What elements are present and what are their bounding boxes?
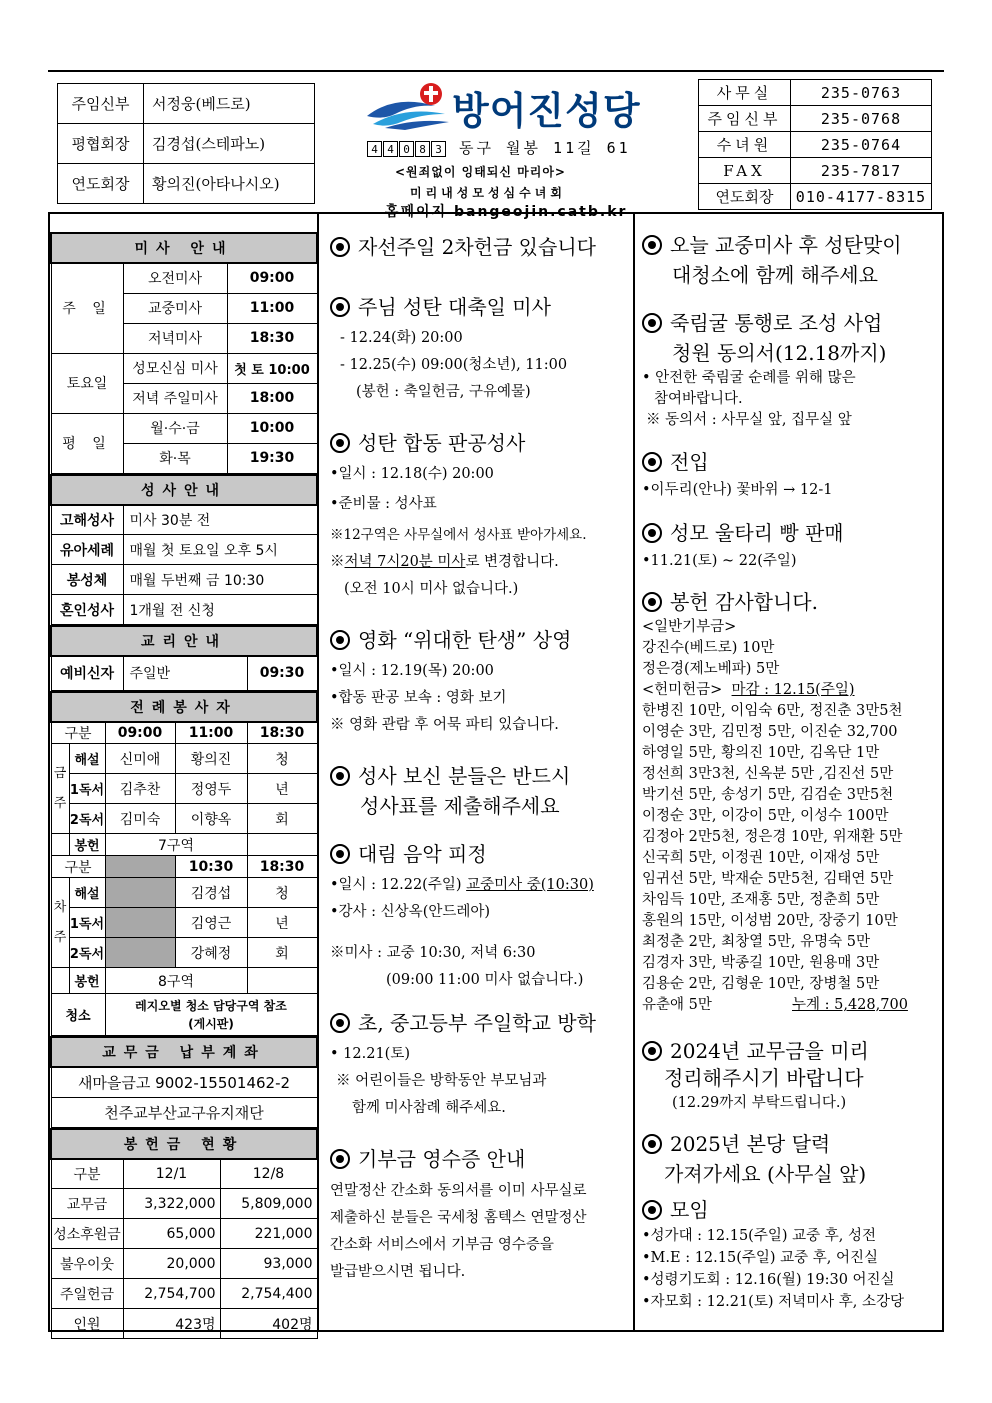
staff-role: 평협회장 [58, 124, 144, 164]
server-role: 해설 [69, 878, 105, 908]
youth-text: 청 [247, 744, 317, 774]
mass-time: 19:30 [227, 443, 317, 473]
contact-number: 235-0764 [791, 132, 932, 158]
mass-name: 화·목 [123, 443, 227, 473]
donor-line: 임귀선 5만, 박재순 5만5천, 김태연 5만 [642, 871, 894, 887]
notice-heading [330, 232, 630, 262]
sacrament-name: 봉성체 [51, 565, 123, 595]
motto-sisters: 미리내성모성심수녀회 [410, 186, 566, 200]
cleaning-line: (게시판) [188, 1016, 234, 1031]
notice-line: • 12.21(토) [330, 1046, 410, 1062]
staff-name: 황의진(아타나시오) [144, 164, 315, 204]
mass-name: 월·수·금 [123, 413, 227, 443]
contact-number: 235-7817 [791, 158, 932, 184]
notice-title: 초, 중고등부 주일학교 방학 [358, 1011, 596, 1035]
doctrine-name: 예비신자 [51, 656, 123, 690]
notice-title: 대림 음악 피정 [358, 842, 487, 866]
notice-line: ※ 어린이들은 방학동안 부모님과 [336, 1073, 547, 1089]
servers-heading: 전례봉사자 [51, 692, 317, 722]
notice-heading [642, 447, 942, 477]
notice-heading [642, 1129, 942, 1159]
notice-title: 성탄 합동 판공성사 [358, 431, 526, 455]
notice-line: •준비물 : 성사표 [330, 496, 437, 512]
bullet-icon [642, 1041, 662, 1061]
week-label: 차주 [51, 878, 69, 968]
notice-heading [330, 625, 630, 655]
bullet-icon [330, 1013, 350, 1033]
notice-heading [642, 518, 942, 548]
donor-last: 유춘애 5만 [642, 997, 712, 1013]
account-heading: 교무금 납부계좌 [51, 1037, 317, 1067]
bullet-icon [642, 1200, 662, 1220]
donor-line: 이정순 3만, 이강이 5만, 이성수 100만 [642, 808, 889, 824]
notice-title: 성사 보신 분들은 반드시 [358, 764, 571, 788]
mass-time: 18:00 [227, 383, 317, 413]
notice-heading [330, 1144, 630, 1174]
homepage: 홈페이지 bangeojin.catb.kr [385, 204, 628, 220]
youth-text: 년 [247, 774, 317, 804]
notice-line [330, 549, 630, 576]
youth-text: 년 [247, 908, 317, 938]
bullet-icon [330, 630, 350, 650]
contact-label: 연도회장 [699, 184, 791, 210]
offering-heading: 봉헌금 현황 [51, 1129, 317, 1159]
donor-line: 최정춘 2만, 최창열 5만, 유명숙 5만 [642, 934, 871, 950]
notice-title: 2024년 교무금을 미리 [670, 1039, 869, 1063]
staff-name: 김경섭(스테파노) [144, 124, 315, 164]
donor-line: 김경자 3만, 박종길 10만, 원용매 3만 [642, 955, 880, 971]
offering-value: 65,000 [123, 1219, 220, 1249]
middle-column [330, 232, 630, 1286]
notice-line: •11.21(토) ~ 22(주일) [642, 553, 797, 569]
server-name: 김영근 [175, 908, 247, 938]
contact-number: 235-0768 [791, 106, 932, 132]
left-column [50, 232, 318, 1339]
offering-value: 402명 [220, 1309, 317, 1339]
donor-line: 신국희 5만, 이정권 10만, 이재성 5만 [642, 850, 880, 866]
mass-name: 오전미사 [123, 263, 227, 293]
sacrament-name: 유아세례 [51, 535, 123, 565]
sacrament-info: 1개월 전 신청 [123, 595, 317, 625]
donor-line: 박기선 5만, 송성기 5만, 김검순 3만5천 [642, 787, 894, 803]
staff-role: 주임신부 [58, 84, 144, 124]
offering-value: 221,000 [220, 1219, 317, 1249]
sacrament-table [50, 474, 318, 626]
bullet-icon [330, 433, 350, 453]
notice-title: 주님 성탄 대축일 미사 [358, 295, 551, 319]
top-rule [48, 70, 944, 72]
account-table [50, 1036, 318, 1128]
notice-line: (오전 10시 미사 없습니다.) [344, 581, 519, 597]
contact-label: 사무실 [699, 80, 791, 106]
notice-line: •합동 판공 보속 : 영화 보기 [330, 690, 507, 706]
notice-title: 기부금 영수증 안내 [358, 1147, 526, 1171]
bullet-icon [642, 523, 662, 543]
zip-digit: 8 [415, 141, 430, 157]
notice-title: 2025년 본당 달력 [670, 1132, 831, 1156]
mass-time: 09:00 [227, 263, 317, 293]
notice-heading [330, 1008, 630, 1038]
notice-title: 성사표를 제출해주세요 [360, 794, 560, 818]
server-role: 2독서 [69, 804, 105, 834]
mass-name: 성모신심 미사 [123, 353, 227, 383]
meeting-line: •M.E : 12.15(주일) 교중 후, 어진실 [642, 1250, 879, 1266]
server-role: 봉헌 [69, 968, 105, 994]
account-holder: 천주교부산교구유지재단 [51, 1097, 317, 1127]
offering-type: 불우이웃 [51, 1249, 123, 1279]
doctrine-heading: 교리안내 [51, 626, 317, 656]
zip-digit: 3 [431, 141, 446, 157]
notice-text: •일시 : 12.22(주일) [330, 877, 467, 893]
notice-text: 로 변경합니다. [465, 554, 559, 570]
offering-type: 교무금 [51, 1189, 123, 1219]
cleaning-info [105, 994, 317, 1036]
server-role: 2독서 [69, 938, 105, 968]
notice-line: 참여바랍니다. [654, 391, 743, 407]
donation-sub: <헌미헌금> [642, 682, 723, 698]
servers-col: 18:30 [247, 722, 317, 744]
motto: <원죄없이 잉태되신 마리아> [395, 165, 566, 179]
staff-table [57, 83, 315, 204]
zip-digit: 4 [367, 141, 382, 157]
offering-col: 12/1 [123, 1159, 220, 1189]
youth-text: 회 [247, 804, 317, 834]
notice-line: ※12구역은 사무실에서 성사표 받아가세요. [330, 527, 587, 543]
donor: 강진수(베드로) 10만 [642, 640, 775, 656]
servers-col: 09:00 [105, 722, 175, 744]
notice-title: 봉헌 감사합니다. [670, 590, 818, 614]
bullet-icon [642, 235, 662, 255]
contact-label: FAX [699, 158, 791, 184]
notice-line: ※ 동의서 : 사무실 앞, 집무실 앞 [646, 412, 852, 428]
donor-line: 한병진 10만, 이임숙 6만, 정진춘 3만5천 [642, 703, 903, 719]
server-name: 강혜정 [175, 938, 247, 968]
servers-col: 11:00 [175, 722, 247, 744]
bulletin-body [48, 212, 944, 1332]
notice-line: 발급받으시면 됩니다. [330, 1264, 466, 1280]
notice-heading [642, 1195, 942, 1225]
bullet-icon [642, 452, 662, 472]
mass-time: 18:30 [227, 323, 317, 353]
donation-total: 누계 : 5,428,700 [792, 997, 908, 1013]
server-name: 김추찬 [105, 774, 175, 804]
contact-number: 235-0763 [791, 80, 932, 106]
column-divider [633, 214, 635, 1330]
notice-title: 오늘 교중미사 후 성탄맞이 [670, 233, 902, 257]
address [367, 137, 631, 158]
notice-heading [642, 308, 942, 338]
mass-name: 저녁 주일미사 [123, 383, 227, 413]
offer-zone: 7구역 [105, 834, 247, 856]
parish-title: 방어진성당 [452, 89, 641, 133]
cleaning-line: 레지오별 청소 담당구역 참조 [135, 998, 287, 1013]
weekday-label: 평 일 [51, 413, 123, 473]
server-name: 정영두 [175, 774, 247, 804]
notice-line: 제출하신 분들은 국세청 홈텍스 연말정산 [330, 1210, 587, 1226]
offering-col: 구분 [51, 1159, 123, 1189]
youth-text: 회 [247, 938, 317, 968]
donation-deadline: 마감 : 12.15(주일) [731, 682, 855, 698]
sacrament-info: 매월 두번째 금 10:30 [123, 565, 317, 595]
sacrament-info: 매월 첫 토요일 오후 5시 [123, 535, 317, 565]
server-role: 1독서 [69, 908, 105, 938]
zip-digit: 4 [383, 141, 398, 157]
doctrine-table [50, 625, 318, 691]
doctrine-class: 주일반 [123, 656, 247, 690]
notice-line [330, 872, 630, 899]
sacrament-name: 혼인성사 [51, 595, 123, 625]
notice-line: 함께 미사참례 해주세요. [352, 1100, 506, 1116]
offering-value: 2,754,400 [220, 1279, 317, 1309]
notice-heading [330, 761, 630, 791]
servers-col: 구분 [51, 856, 105, 878]
notice-line: (봉헌 : 축일헌금, 구유예물) [356, 384, 531, 400]
youth-text: 청 [247, 878, 317, 908]
servers-table [50, 691, 318, 1037]
notice-line: - 12.24(화) 20:00 [340, 330, 463, 346]
notice-underline: 교중미사 중(10:30) [466, 877, 594, 893]
mass-name: 교중미사 [123, 293, 227, 323]
servers-col: 18:30 [247, 856, 317, 878]
contact-table [698, 79, 932, 210]
notice-heading [330, 839, 630, 869]
notice-line: •이두리(안나) 꽃바위 → 12-1 [642, 482, 833, 498]
doctrine-time: 09:30 [247, 656, 317, 690]
staff-name: 서정웅(베드로) [144, 84, 315, 124]
offering-value: 20,000 [123, 1249, 220, 1279]
sacrament-name: 고해성사 [51, 505, 123, 535]
right-column [642, 230, 942, 1313]
offer-zone: 8구역 [105, 968, 247, 994]
offering-value: 2,754,700 [123, 1279, 220, 1309]
bullet-icon [330, 237, 350, 257]
offering-value: 5,809,000 [220, 1189, 317, 1219]
notice-title: 모임 [670, 1198, 709, 1222]
donor-line: 차임득 10만, 조재홍 5만, 정춘희 5만 [642, 892, 880, 908]
donor-line: 정선희 3만3천, 신옥분 5만 ,김진선 5만 [642, 766, 894, 782]
zip-digit: 0 [399, 141, 414, 157]
notice-title: 정리해주시기 바랍니다 [664, 1066, 864, 1090]
offering-value: 3,322,000 [123, 1189, 220, 1219]
server-name: 이향옥 [175, 804, 247, 834]
notice-heading [642, 230, 942, 260]
server-role: 1독서 [69, 774, 105, 804]
servers-col: 10:30 [175, 856, 247, 878]
bullet-icon [330, 766, 350, 786]
notice-heading [642, 587, 942, 617]
server-name: 김미숙 [105, 804, 175, 834]
notice-mark: ※ [330, 554, 345, 570]
notice-title: 대청소에 함께 해주세요 [672, 263, 878, 287]
mass-time: 10:00 [227, 413, 317, 443]
notice-title: 성모 울타리 빵 판매 [670, 521, 844, 545]
donation-sub-line [642, 680, 942, 701]
offering-table [50, 1128, 318, 1340]
notice-title: 영화 “위대한 탄생” 상영 [358, 628, 572, 652]
meeting-line: •성령기도회 : 12.16(월) 19:30 어진실 [642, 1272, 895, 1288]
mass-table [50, 232, 318, 474]
bullet-icon [642, 313, 662, 333]
server-name: 신미애 [105, 744, 175, 774]
offering-value: 93,000 [220, 1249, 317, 1279]
notice-title: 가져가세요 (사무실 앞) [664, 1162, 867, 1186]
week-label: 금주 [51, 744, 69, 834]
notice-line: ※미사 : 교중 10:30, 저녁 6:30 [330, 945, 536, 961]
bullet-icon [330, 844, 350, 864]
mass-name: 저녁미사 [123, 323, 227, 353]
server-role: 봉헌 [69, 834, 105, 856]
notice-title: 전입 [670, 450, 709, 474]
bullet-icon [330, 1149, 350, 1169]
notice-line: 연말정산 간소화 동의서를 이미 사무실로 [330, 1183, 587, 1199]
server-name: 황의진 [175, 744, 247, 774]
bullet-icon [330, 297, 350, 317]
meeting-line: •성가대 : 12.15(주일) 교중 후, 성전 [642, 1228, 876, 1244]
address-text: 동구 월봉 11길 61 [459, 139, 631, 157]
notice-line: • 안전한 죽림굴 순례를 위해 많은 [642, 370, 856, 386]
offering-type: 주일헌금 [51, 1279, 123, 1309]
offering-value: 423명 [123, 1309, 220, 1339]
donor-line: 김정아 2만5천, 정은경 10만, 위재환 5만 [642, 829, 903, 845]
donor-line: 이영순 3만, 김민정 5만, 이진순 32,700 [642, 724, 898, 740]
server-role: 해설 [69, 744, 105, 774]
mass-time: 첫 토 10:00 [227, 353, 317, 383]
servers-col: 구분 [51, 722, 105, 744]
donor-line-last [642, 995, 942, 1016]
notice-line: •일시 : 12.18(수) 20:00 [330, 466, 494, 482]
server-name: 김경섭 [175, 878, 247, 908]
staff-role: 연도회장 [58, 164, 144, 204]
bullet-icon [642, 592, 662, 612]
notice-line: (09:00 11:00 미사 없습니다.) [386, 972, 584, 988]
mass-heading: 미사 안내 [51, 233, 317, 263]
notice-line: - 12.25(수) 09:00(청소년), 11:00 [340, 357, 568, 373]
donor: 정은경(제노베파) 5만 [642, 661, 780, 677]
sacrament-info: 미사 30분 전 [123, 505, 317, 535]
notice-title: 청원 동의서(12.18까지) [672, 341, 887, 365]
contact-number: 010-4177-8315 [791, 184, 932, 210]
offering-col: 12/8 [220, 1159, 317, 1189]
cleaning-label: 청소 [51, 994, 105, 1036]
mass-time: 11:00 [227, 293, 317, 323]
notice-line: •일시 : 12.19(목) 20:00 [330, 663, 494, 679]
donor-line: 하영일 5만, 황의진 10만, 김옥단 1만 [642, 745, 880, 761]
contact-label: 수녀원 [699, 132, 791, 158]
account-number: 새마을금고 9002-15501462-2 [51, 1067, 317, 1097]
notice-heading [330, 292, 630, 322]
donor-line: 홍원의 15만, 이성범 20만, 장중기 10만 [642, 913, 898, 929]
donation-sub: <일반기부금> [642, 619, 737, 635]
offering-type: 성소후원금 [51, 1219, 123, 1249]
sacrament-heading: 성사안내 [51, 475, 317, 505]
notice-line: •강사 : 신상옥(안드레아) [330, 904, 491, 920]
offering-type: 인원 [51, 1309, 123, 1339]
sunday-label: 주 일 [51, 263, 123, 353]
notice-underline: 저녁 7시20분 미사 [344, 554, 466, 570]
notice-heading [642, 1036, 942, 1066]
saturday-label: 토요일 [51, 353, 123, 413]
notice-heading [330, 428, 630, 458]
notice-title: 죽림굴 통행로 조성 사업 [670, 311, 883, 335]
notice-title: 자선주일 2차헌금 있습니다 [358, 235, 596, 259]
notice-line: (12.29까지 부탁드립니다.) [672, 1095, 847, 1111]
notice-line: ※ 영화 관람 후 어묵 파티 있습니다. [330, 717, 559, 733]
bullet-icon [642, 1134, 662, 1154]
donor-line: 김용순 2만, 김형운 10만, 장병철 5만 [642, 976, 880, 992]
meeting-line: •자모회 : 12.21(토) 저녁미사 후, 소강당 [642, 1294, 905, 1310]
notice-line: 간소화 서비스에서 기부금 영수증을 [330, 1237, 554, 1253]
contact-label: 주임신부 [699, 106, 791, 132]
